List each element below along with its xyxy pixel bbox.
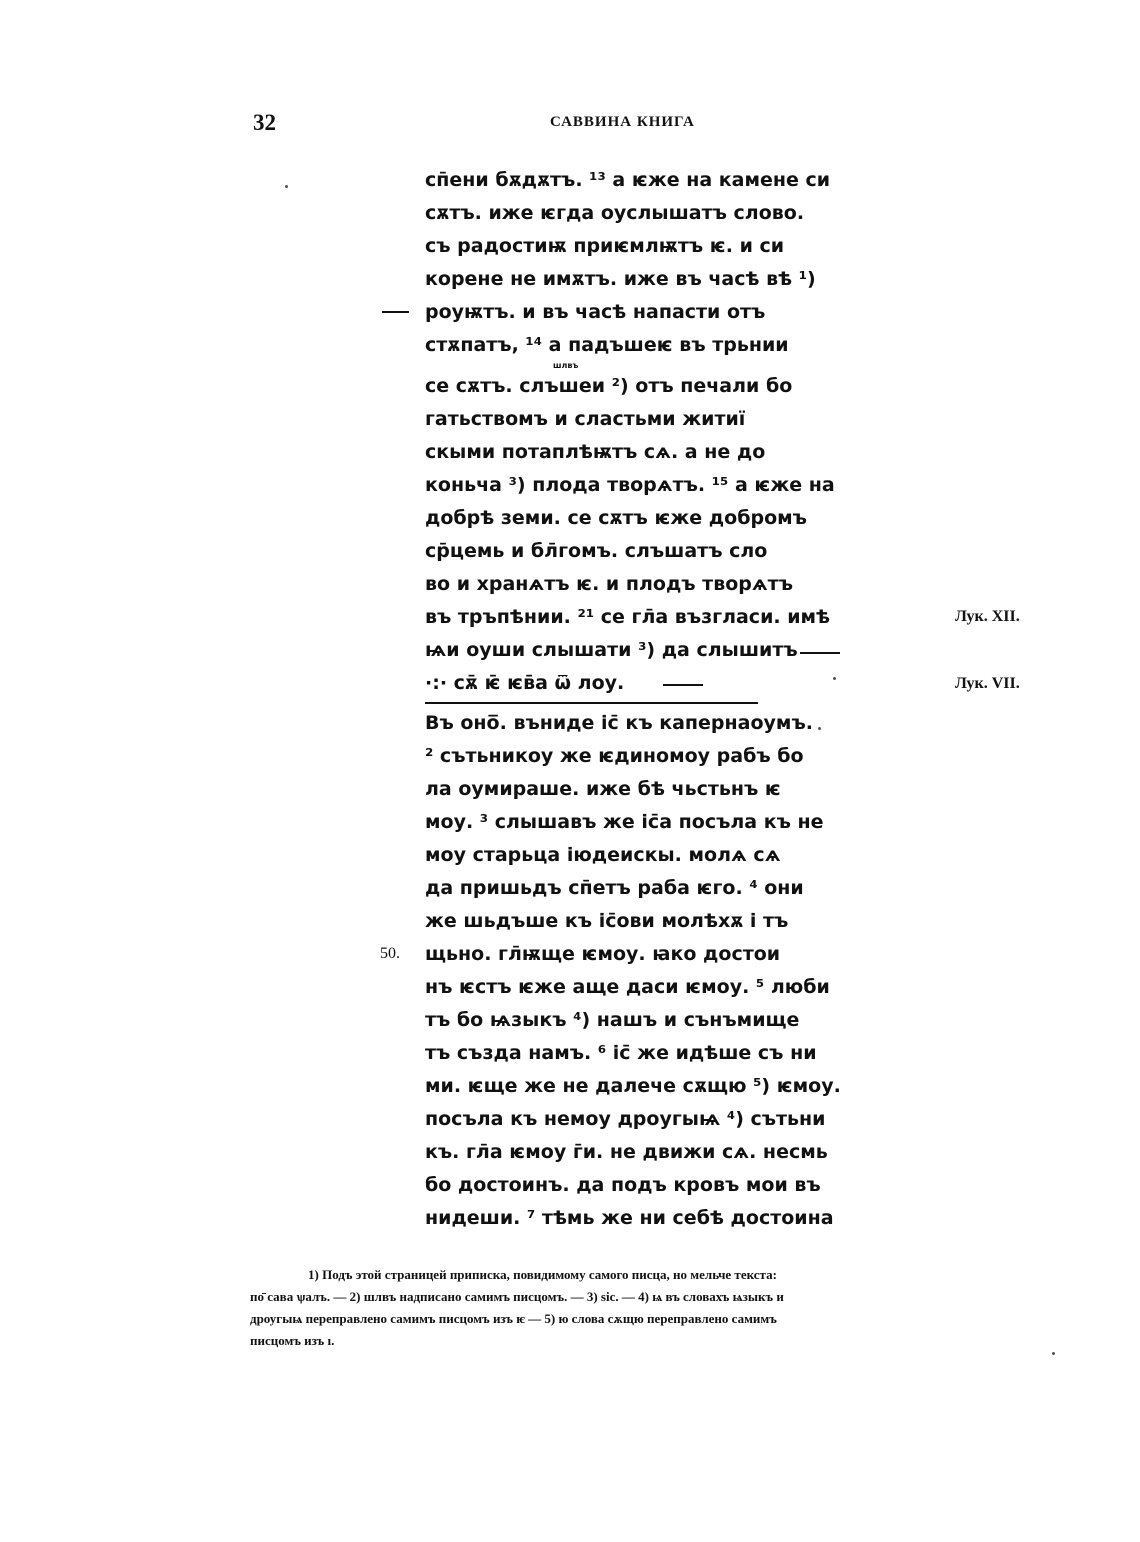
paper-speck xyxy=(1052,1352,1055,1355)
text-line: стѫпатъ, ¹⁴ а падъшеѥ въ трьнии xyxy=(425,334,789,356)
page-number: 32 xyxy=(253,110,276,135)
text-line: сѫтъ. иже ѥгда оуслышатъ слово. xyxy=(425,202,805,224)
text-line: гатьствомъ и сластьми житиї xyxy=(425,408,746,430)
text-line: въ тръпѣнии. ²¹ се гл̄а възгласи. имѣ xyxy=(425,606,831,628)
text-line: щьно. гл̄ѭще ѥмоу. ꙗко достои xyxy=(425,943,781,965)
text-line: нидеши. ⁷ тѣмь же ни себѣ достоина xyxy=(425,1207,834,1229)
text-line: ² сътьникоу же ѥдиномоу рабъ бо xyxy=(425,745,804,767)
text-line: тъ създа намъ. ⁶ іс̄ же идѣше съ ни xyxy=(425,1042,817,1064)
line-end-dash xyxy=(663,684,703,686)
text-line: роуѭтъ. и въ часѣ напасти отъ xyxy=(425,301,766,323)
margin-ref-luke-xii: Лук. XII. xyxy=(955,608,1020,625)
text-line: сп̄ени бѫдѫтъ. ¹³ а ѥже на камене си xyxy=(425,169,831,191)
text-line: ср̄цемь и бл̄гомъ. слъшатъ сло xyxy=(425,540,768,562)
text-line: Въ онo̅. вънидe іс̄ къ капернаоумъ. xyxy=(425,712,813,734)
paper-speck xyxy=(818,727,821,730)
footnotes xyxy=(250,1264,1040,1352)
paper-speck xyxy=(833,677,836,680)
text-line: скыми потаплѣѭтъ сѧ. а не до xyxy=(425,441,766,463)
text-line: во и хранѧтъ ѥ. и плодъ творѧтъ xyxy=(425,573,793,595)
footnote-line: писцомъ изъ ı. xyxy=(250,1333,335,1348)
section-rule xyxy=(425,702,758,704)
text-line: къ. гл̄а ѥмоу г̄и. не движи сѧ. несмь xyxy=(425,1141,828,1163)
margin-ref-luke-vii: Лук. VII. xyxy=(955,675,1020,692)
text-line: посъла къ немоу дроугыѩ ⁴) сътьни xyxy=(425,1108,826,1130)
paper-speck xyxy=(285,185,288,188)
text-line: моу старьца іюдеискы. молѧ сѧ xyxy=(425,844,781,866)
footnote-line: 1) Подъ этой страницей приписка, повидимому самого писца, но мельче текста: xyxy=(308,1267,777,1282)
text-line: съ радостиѭ приѥмлѭтъ ѥ. и си xyxy=(425,235,785,257)
interlinear-note: шлвъ xyxy=(553,361,579,370)
text-line: ла оумираше. иже бѣ чьстьнъ ѥ xyxy=(425,778,781,800)
footnote-line: дроугыѩ переправлено самимъ писцомъ изъ ѥ — 5) ю слова сѫщю переправлено самимъ xyxy=(250,1311,777,1326)
text-line: моу. ³ слышавъ же іс̄а посъла къ не xyxy=(425,811,824,833)
text-line: же шьдъше къ іс̄ови молѣхѫ і тъ xyxy=(425,910,789,932)
text-line: нъ ѥстъ ѥже аще даси ѥмоу. ⁵ люби xyxy=(425,976,830,998)
text-line: ·:· сѫ̄ ѥ̄ ѥв̄а ѿ лоу. xyxy=(425,672,625,694)
margin-dash-left xyxy=(382,311,409,313)
text-line: се сѫтъ. слъшеи ²) отъ печали бо xyxy=(425,375,793,397)
line-end-dash xyxy=(800,652,840,654)
verse-number-50: 50. xyxy=(380,945,400,962)
text-line: ѩи оуши слышати ³) да слышитъ xyxy=(425,639,798,661)
text-line: тъ бо ѩзыкъ ⁴) нашъ и сънъмище xyxy=(425,1009,800,1031)
text-line: корене не имѫтъ. иже въ часѣ вѣ ¹) xyxy=(425,268,816,290)
text-line: коньча ³) плода творѧтъ. ¹⁵ а ѥже на xyxy=(425,474,835,496)
text-line: да пришьдъ сп̄етъ раба ѥго. ⁴ они xyxy=(425,877,804,899)
text-line: добрѣ земи. се сѫтъ ѥже добромъ xyxy=(425,507,807,529)
running-title: САВВИНА КНИГА xyxy=(550,114,695,130)
text-line: бо достоинъ. да подъ кровъ мои въ xyxy=(425,1174,821,1196)
text-line: ми. ѥще же не далече сѫщю ⁵) ѥмоу. xyxy=(425,1075,841,1097)
footnote-line: по̄ сава ѱалъ. — 2) шлвъ надписано самимъ писцомъ. — 3) sic. — 4) ѩ въ словахъ ѩзыкъ и xyxy=(250,1289,784,1304)
